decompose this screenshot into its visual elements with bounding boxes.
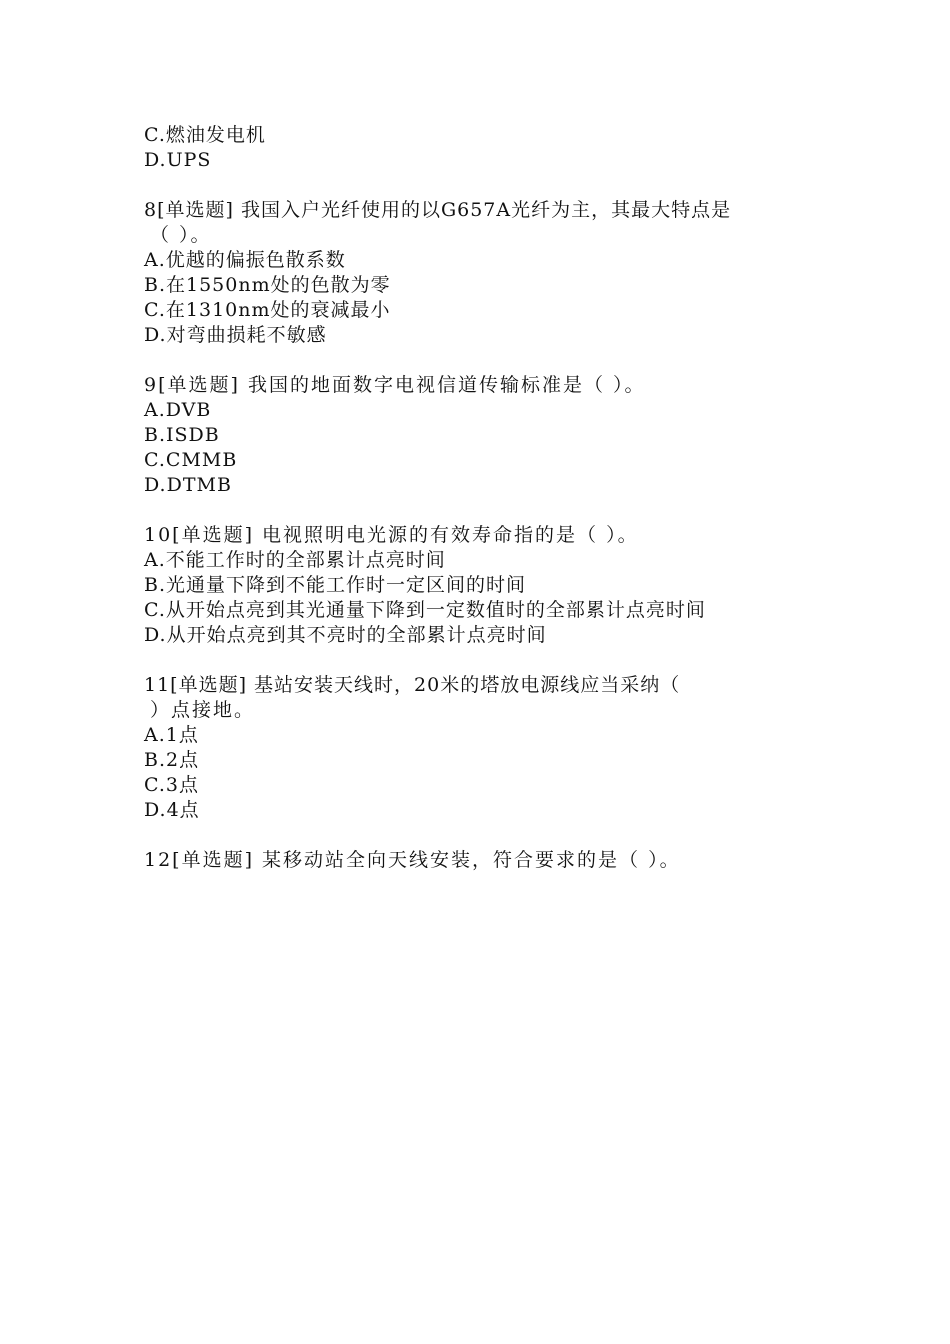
- option-b: B.光通量下降到不能工作时一定区间的时间: [144, 574, 527, 596]
- question-title-line: 11[单选题] 基站安装天线时，20米的塔放电源线应当采纳（: [144, 674, 681, 696]
- spacer: [144, 648, 834, 673]
- option-c: C.从开始点亮到其光通量下降到一定数值时的全部累计点亮时间: [144, 599, 706, 621]
- option-d: D.4点: [144, 799, 200, 821]
- option-d: D.UPS: [144, 149, 212, 171]
- exam-page: [144, 123, 834, 873]
- question-12-title: 12[单选题] 某移动站全向天线安装，符合要求的是（ ）。: [144, 849, 681, 871]
- option-d: D.对弯曲损耗不敏感: [144, 324, 327, 346]
- spacer: [144, 823, 834, 848]
- question-9-title: 9[单选题] 我国的地面数字电视信道传输标准是（ ）。: [144, 374, 646, 396]
- option-a: A.DVB: [144, 399, 212, 421]
- spacer: [144, 498, 834, 523]
- question-title-line: 8[单选题] 我国入户光纤使用的以G657A光纤为主，其最大特点是: [144, 199, 732, 221]
- option-c: C.CMMB: [144, 449, 238, 471]
- option-c: C.燃油发电机: [144, 124, 266, 146]
- option-c: C.3点: [144, 774, 199, 796]
- spacer: [144, 348, 834, 373]
- option-a: A.1点: [144, 724, 199, 746]
- option-b: B.2点: [144, 749, 200, 771]
- question-title-continuation: （ ）。: [150, 224, 212, 246]
- option-d: D.DTMB: [144, 474, 232, 496]
- spacer: [144, 173, 834, 198]
- option-b: B.ISDB: [144, 424, 220, 446]
- question-11-title: [144, 673, 834, 723]
- option-b: B.在1550nm处的色散为零: [144, 274, 391, 296]
- question-title-continuation: ）点接地。: [150, 699, 256, 721]
- option-c: C.在1310nm处的衰减最小: [144, 299, 391, 321]
- option-a: A.不能工作时的全部累计点亮时间: [144, 549, 446, 571]
- option-a: A.优越的偏振色散系数: [144, 249, 346, 271]
- option-d: D.从开始点亮到其不亮时的全部累计点亮时间: [144, 624, 547, 646]
- question-8-title: [144, 198, 834, 248]
- question-10-title: 10[单选题] 电视照明电光源的有效寿命指的是（ ）。: [144, 524, 639, 546]
